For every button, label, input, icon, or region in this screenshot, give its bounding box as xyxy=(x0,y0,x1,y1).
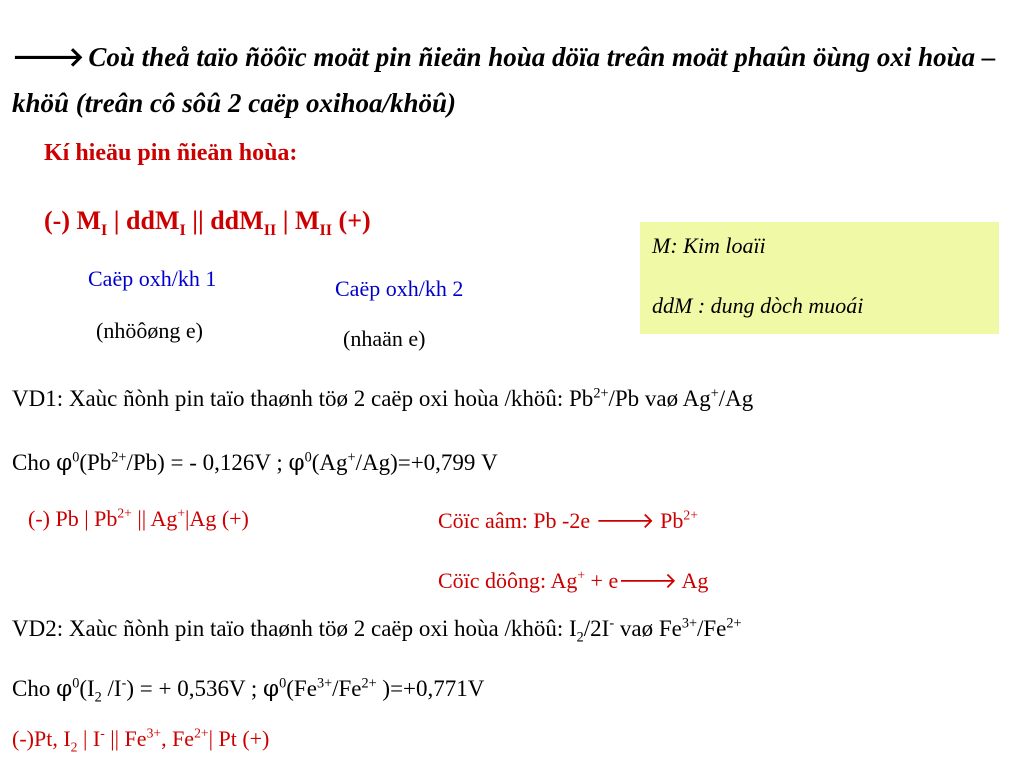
arrow-right-icon: 🡒 xyxy=(618,568,678,593)
arrow-right-icon: 🡒 xyxy=(12,42,85,72)
couple-2-label: Caëp oxh/kh 2 xyxy=(335,276,464,301)
heading-text: Coù theå taïo ñöôïc moät pin ñieän hoùa döïa treân moät phaûn öùng oxi hoùa – khöû (treân cô sôû 2 caëp oxihoa/khöû) xyxy=(12,42,996,118)
couple-1-label: Caëp oxh/kh 1 xyxy=(88,266,217,291)
cell-notation: (-) $M_I$ | ddM$_I$ || ddM$_{II}$ | $M_{II}$ (+) xyxy=(44,206,371,240)
example-2-potentials: Cho $\varphi^0(I_2$ /I-) = + 0,536V ; $\varphi^0(Fe^{3+}/Fe^{2+}$ )=+0,771V xyxy=(12,675,485,706)
slide-heading xyxy=(12,34,1012,126)
note-solution: ddM : dung dòch muoái xyxy=(652,293,864,318)
symbol-title: Kí hieäu pin ñieän hoùa: xyxy=(44,140,298,166)
example-2-title: VD2: Xaùc ñònh pin taïo thaønh töø 2 caëp oxi hoùa /khöû: $I_2/2I^-$ vaø $Fe^{3+}/Fe^{2+}$ xyxy=(12,615,742,646)
example-1-title: VD1: Xaùc ñònh pin taïo thaønh töø 2 caëp oxi hoùa /khöû: $Pb^{2+}/Pb$ vaø Ag+/Ag xyxy=(12,385,754,411)
example-1-cathode: Cöïc döông: Ag+ + e🡒 Ag xyxy=(438,567,709,593)
example-1-cell: (-) Pb | $Pb^{2+}$ || Ag+|Ag (+) xyxy=(28,505,249,531)
couple-1-note: (nhöôøng e) xyxy=(96,318,203,343)
couple-2-note: (nhaän e) xyxy=(343,326,426,351)
note-box xyxy=(640,222,999,334)
example-1-potentials: Cho $\varphi^0(Pb^{2+}/Pb)$ = - 0,126V ; $\varphi^0(Ag^+/Ag)=+0,799$ V xyxy=(12,449,498,476)
arrow-right-icon: 🡒 xyxy=(595,508,655,533)
example-2-cell: (-)Pt, $I_2$ | I- || $Fe^{3+}$, $Fe^{2+}|$ Pt (+) xyxy=(12,725,270,755)
example-1-anode: Cöïc aâm: Pb -2e 🡒 $Pb^{2+}$ xyxy=(438,507,698,533)
note-metal: M: Kim loaïi xyxy=(652,233,766,258)
